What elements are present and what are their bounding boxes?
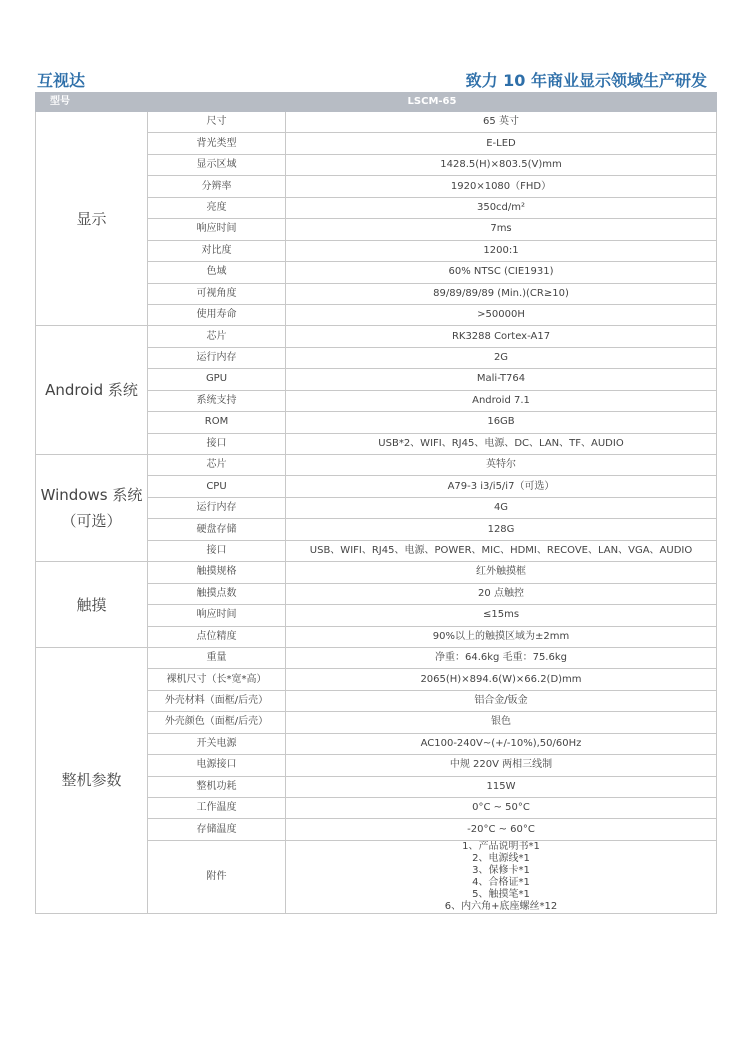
spec-label: 接口 bbox=[148, 433, 286, 454]
spec-table bbox=[35, 92, 717, 914]
spec-label: 亮度 bbox=[148, 197, 286, 218]
spec-value: >50000H bbox=[286, 304, 717, 325]
spec-label: 运行内存 bbox=[148, 497, 286, 518]
category-label: 整机参数 bbox=[61, 771, 122, 790]
category-label: Android 系统 bbox=[45, 381, 138, 400]
spec-value: 4G bbox=[286, 497, 717, 518]
model-row bbox=[36, 93, 717, 112]
spec-value: Mali-T764 bbox=[286, 369, 717, 390]
spec-value: 中规 220V 两相三线制 bbox=[286, 755, 717, 776]
category-cell bbox=[36, 562, 148, 648]
spec-row bbox=[36, 112, 717, 133]
spec-value: 银色 bbox=[286, 712, 717, 733]
spec-row bbox=[36, 647, 717, 668]
spec-value: 128G bbox=[286, 519, 717, 540]
spec-value: E-LED bbox=[286, 133, 717, 154]
spec-value: Android 7.1 bbox=[286, 390, 717, 411]
category-label: Windows 系统 bbox=[40, 486, 143, 505]
model-label: 型号 bbox=[36, 93, 148, 112]
accessory-item: 4、合格证*1 bbox=[472, 876, 530, 888]
spec-value: -20°C ~ 60°C bbox=[286, 819, 717, 840]
spec-label: 触摸点数 bbox=[148, 583, 286, 604]
category-label-line2: （可选） bbox=[61, 512, 122, 531]
accessories-label: 附件 bbox=[148, 840, 286, 913]
spec-label: 存储温度 bbox=[148, 819, 286, 840]
spec-value: ≤15ms bbox=[286, 605, 717, 626]
spec-label: ROM bbox=[148, 412, 286, 433]
accessories-list bbox=[286, 840, 717, 913]
spec-value: A79-3 i3/i5/i7（可选） bbox=[286, 476, 717, 497]
spec-value: 90%以上的触摸区域为±2mm bbox=[286, 626, 717, 647]
spec-value: 20 点触控 bbox=[286, 583, 717, 604]
spec-label: 接口 bbox=[148, 540, 286, 561]
category-label: 显示 bbox=[76, 209, 107, 228]
spec-label: 整机功耗 bbox=[148, 776, 286, 797]
accessory-item: 6、内六角+底座螺丝*12 bbox=[444, 900, 558, 912]
spec-value: 红外触摸框 bbox=[286, 562, 717, 583]
spec-value: AC100-240V~(+/-10%),50/60Hz bbox=[286, 733, 717, 754]
category-cell bbox=[36, 112, 148, 326]
spec-label: 芯片 bbox=[148, 455, 286, 476]
spec-label: GPU bbox=[148, 369, 286, 390]
spec-value: 0°C ~ 50°C bbox=[286, 798, 717, 819]
spec-value: USB、WIFI、RJ45、电源、POWER、MIC、HDMI、RECOVE、LAN、VGA、AUDIO bbox=[286, 540, 717, 561]
spec-row bbox=[36, 455, 717, 476]
spec-label: 电源接口 bbox=[148, 755, 286, 776]
spec-label: 显示区域 bbox=[148, 154, 286, 175]
spec-value: 1428.5(H)×803.5(V)mm bbox=[286, 154, 717, 175]
spec-value: 英特尔 bbox=[286, 455, 717, 476]
spec-value: 60% NTSC (CIE1931) bbox=[286, 262, 717, 283]
spec-label: 响应时间 bbox=[148, 219, 286, 240]
spec-label: 运行内存 bbox=[148, 347, 286, 368]
accessory-item: 5、触摸笔*1 bbox=[472, 888, 530, 900]
spec-value: 1920×1080（FHD） bbox=[286, 176, 717, 197]
spec-label: 外壳材料（面框/后壳） bbox=[148, 690, 286, 711]
spec-label: 尺寸 bbox=[148, 112, 286, 133]
spec-value: 350cd/m² bbox=[286, 197, 717, 218]
spec-value: 2G bbox=[286, 347, 717, 368]
spec-label: 响应时间 bbox=[148, 605, 286, 626]
spec-label: 分辨率 bbox=[148, 176, 286, 197]
spec-value: RK3288 Cortex-A17 bbox=[286, 326, 717, 347]
spec-label: 系统支持 bbox=[148, 390, 286, 411]
spec-label: 触摸规格 bbox=[148, 562, 286, 583]
accessory-item: 2、电源线*1 bbox=[472, 852, 530, 864]
spec-value: 115W bbox=[286, 776, 717, 797]
spec-label: 芯片 bbox=[148, 326, 286, 347]
spec-label: 重量 bbox=[148, 647, 286, 668]
spec-value: 89/89/89/89 (Min.)(CR≥10) bbox=[286, 283, 717, 304]
spec-label: 点位精度 bbox=[148, 626, 286, 647]
spec-label: 可视角度 bbox=[148, 283, 286, 304]
spec-row bbox=[36, 326, 717, 347]
page-header bbox=[35, 68, 715, 90]
spec-value: 1200:1 bbox=[286, 240, 717, 261]
spec-label: 硬盘存储 bbox=[148, 519, 286, 540]
model-value: LSCM-65 bbox=[148, 93, 717, 112]
spec-label: 外壳颜色（面框/后壳） bbox=[148, 712, 286, 733]
category-cell bbox=[36, 647, 148, 913]
spec-value: 净重：64.6kg 毛重：75.6kg bbox=[286, 647, 717, 668]
spec-value: 65 英寸 bbox=[286, 112, 717, 133]
category-label: 触摸 bbox=[76, 595, 107, 614]
spec-label: 工作温度 bbox=[148, 798, 286, 819]
spec-label: 对比度 bbox=[148, 240, 286, 261]
spec-label: 使用寿命 bbox=[148, 304, 286, 325]
spec-value: 铝合金/钣金 bbox=[286, 690, 717, 711]
spec-label: 色域 bbox=[148, 262, 286, 283]
spec-value: 7ms bbox=[286, 219, 717, 240]
spec-row bbox=[36, 562, 717, 583]
category-cell bbox=[36, 455, 148, 562]
spec-label: CPU bbox=[148, 476, 286, 497]
spec-value: 16GB bbox=[286, 412, 717, 433]
category-cell bbox=[36, 326, 148, 455]
spec-value: 2065(H)×894.6(W)×66.2(D)mm bbox=[286, 669, 717, 690]
brand-name: 互视达 bbox=[37, 71, 86, 90]
spec-label: 开关电源 bbox=[148, 733, 286, 754]
accessory-item: 1、产品说明书*1 bbox=[462, 840, 540, 852]
brand-slogan: 致力 10 年商业显示领域生产研发 bbox=[465, 71, 707, 90]
spec-value: USB*2、WIFI、RJ45、电源、DC、LAN、TF、AUDIO bbox=[286, 433, 717, 454]
accessory-item: 3、保修卡*1 bbox=[472, 864, 530, 876]
spec-label: 裸机尺寸（长*宽*高） bbox=[148, 669, 286, 690]
spec-label: 背光类型 bbox=[148, 133, 286, 154]
